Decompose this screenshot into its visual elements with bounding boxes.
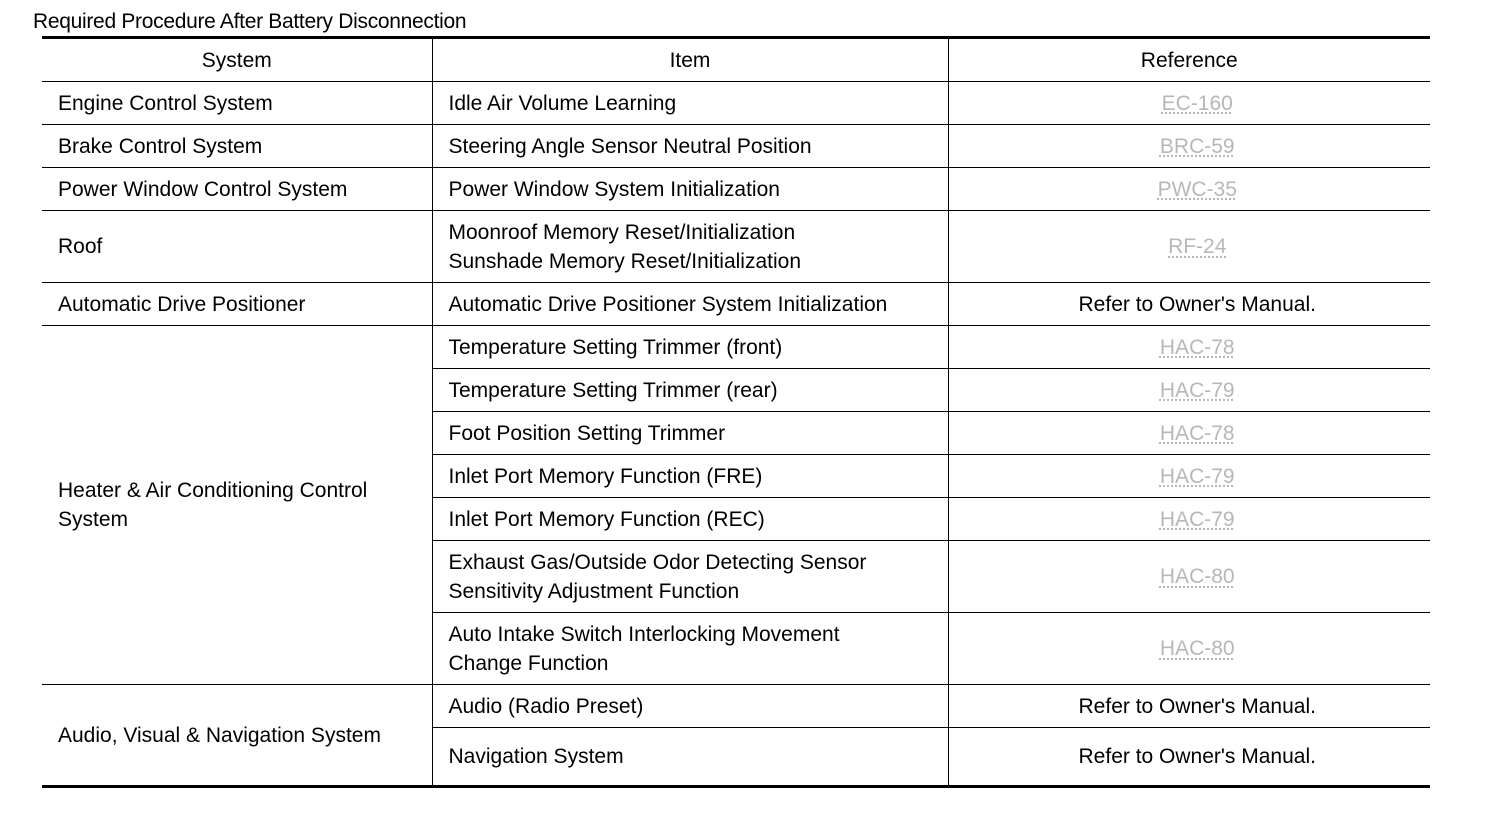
reference-cell [948, 369, 1430, 412]
table-row [42, 685, 1430, 728]
item-cell: Navigation System [432, 728, 948, 787]
reference-cell [948, 168, 1430, 211]
reference-cell [948, 498, 1430, 541]
table-header-row [42, 38, 1430, 82]
system-cell: Engine Control System [42, 82, 432, 125]
reference-cell: Refer to Owner's Manual. [948, 728, 1430, 787]
table-row [42, 326, 1430, 369]
reference-cell [948, 455, 1430, 498]
system-cell: Power Window Control System [42, 168, 432, 211]
item-cell: Temperature Setting Trimmer (front) [432, 326, 948, 369]
reference-cell [948, 211, 1430, 283]
system-cell: Roof [42, 211, 432, 283]
header-system: System [42, 38, 432, 82]
reference-link[interactable]: HAC-78 [1159, 421, 1235, 445]
item-line: Sunshade Memory Reset/Initialization [448, 249, 802, 273]
reference-link[interactable]: HAC-79 [1159, 507, 1235, 531]
system-line: Heater & Air Conditioning Control [58, 479, 368, 502]
reference-link[interactable]: BRC-59 [1159, 134, 1235, 158]
item-cell: Power Window System Initialization [432, 168, 948, 211]
table-caption: Required Procedure After Battery Disconnection [33, 10, 467, 33]
reference-link[interactable]: EC-160 [1161, 91, 1233, 115]
item-line: Moonroof Memory Reset/Initialization [448, 220, 796, 244]
header-reference: Reference [948, 38, 1430, 82]
item-cell [432, 541, 948, 613]
item-cell: Idle Air Volume Learning [432, 82, 948, 125]
reference-link[interactable]: HAC-78 [1159, 335, 1235, 359]
table-row [42, 211, 1430, 283]
table-row [42, 168, 1430, 211]
item-line: Sensitivity Adjustment Function [448, 579, 740, 603]
header-item: Item [432, 38, 948, 82]
item-line: Change Function [448, 651, 609, 675]
reference-link[interactable]: HAC-79 [1159, 378, 1235, 402]
item-line: Exhaust Gas/Outside Odor Detecting Sensor [448, 550, 867, 574]
item-cell [432, 613, 948, 685]
reference-cell [948, 613, 1430, 685]
item-cell: Steering Angle Sensor Neutral Position [432, 125, 948, 168]
reference-link[interactable]: HAC-80 [1159, 637, 1235, 660]
reference-cell: Refer to Owner's Manual. [948, 283, 1430, 326]
table-row [42, 125, 1430, 168]
table-row [42, 82, 1430, 125]
system-cell: Audio, Visual & Navigation System [42, 685, 432, 787]
item-cell: Audio (Radio Preset) [432, 685, 948, 728]
procedure-table [42, 36, 1430, 788]
reference-cell [948, 82, 1430, 125]
item-cell: Inlet Port Memory Function (FRE) [432, 455, 948, 498]
table-row [42, 283, 1430, 326]
item-cell [432, 211, 948, 283]
item-cell: Foot Position Setting Trimmer [432, 412, 948, 455]
item-cell: Automatic Drive Positioner System Initialization [432, 283, 948, 326]
item-line: Auto Intake Switch Interlocking Movement [448, 622, 840, 646]
item-cell: Inlet Port Memory Function (REC) [432, 498, 948, 541]
reference-cell [948, 412, 1430, 455]
system-cell: Brake Control System [42, 125, 432, 168]
reference-link[interactable]: HAC-79 [1159, 464, 1235, 488]
system-line: System [58, 508, 129, 531]
system-cell [42, 326, 432, 685]
item-cell: Temperature Setting Trimmer (rear) [432, 369, 948, 412]
reference-link[interactable]: HAC-80 [1159, 565, 1235, 588]
reference-cell [948, 326, 1430, 369]
reference-link[interactable]: PWC-35 [1157, 177, 1237, 201]
reference-cell [948, 541, 1430, 613]
reference-link[interactable]: RF-24 [1168, 235, 1227, 258]
reference-cell [948, 125, 1430, 168]
reference-cell: Refer to Owner's Manual. [948, 685, 1430, 728]
system-cell: Automatic Drive Positioner [42, 283, 432, 326]
